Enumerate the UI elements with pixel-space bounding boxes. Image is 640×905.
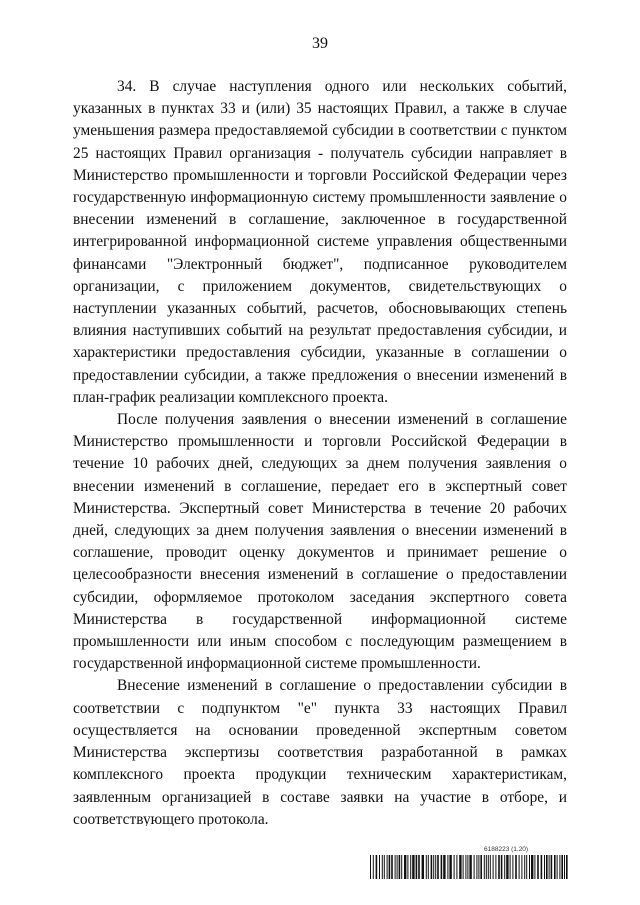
page-number: 39 xyxy=(312,35,328,52)
body-text xyxy=(73,76,567,826)
paragraph-34: 34. В случае наступления одного или нескольких событий, указанных в пунктах 33 и (или) 35 настоящих Правил, а также в случае уменьшения размера предоставляемой субсидии в соответствии с пунктом 25 настоящих Правил организация - получатель субсидии направляет в Министерство промышленности и торговли Российской Федерации через государственную информационную систему промышленности заявление о внесении изменений в соглашение, заключенное в государственной интегрированной информационной системе управления общественными финансами "Электронный бюджет", подписанное руководителем организации, с приложением документов, свидетельствующих о наступлении указанных событий, расчетов, обосновывающих степень влияния наступивших событий на результат предоставления субсидии, и характеристики предоставления субсидии, указанные в соглашении о предоставлении субсидии, а также предложения о внесении изменений в план-график реализации комплексного проекта. xyxy=(73,78,567,406)
paragraph-review-procedure: После получения заявления о внесении изменений в соглашение Министерство промышленности и торговли Российской Федерации в течение 10 рабочих дней, следующих за днем получения заявления о внесении изменений в соглашение, передает его в экспертный совет Министерства. Экспертный совет Министерства в течение 20 рабочих дней, следующих за днем получения заявления о внесении изменений в соглашение, проводит оценку документов и принимает решение о целесообразности внесения изменений в соглашение о предоставлении субсидии, оформляемое протоколом заседания экспертного совета Министерства в государственной информационной системе промышленности или иным способом с последующим размещением в государственной информационной системе промышленности. xyxy=(73,411,567,673)
paragraph-amendment-basis: Внесение изменений в соглашение о предоставлении субсидии в соответствии с подпунктом "е" пункта 33 настоящих Правил осуществляется на основании проведенной экспертным советом Министерства экспертизы соответствия разработанной в рамках комплексного проекта продукции техническим характеристикам, заявленным организацией в составе заявки на участие в отборе, и соответствующего протокола. xyxy=(73,677,567,826)
document-code: 6188223 (1.20) xyxy=(484,846,529,853)
barcode-icon xyxy=(370,855,568,879)
